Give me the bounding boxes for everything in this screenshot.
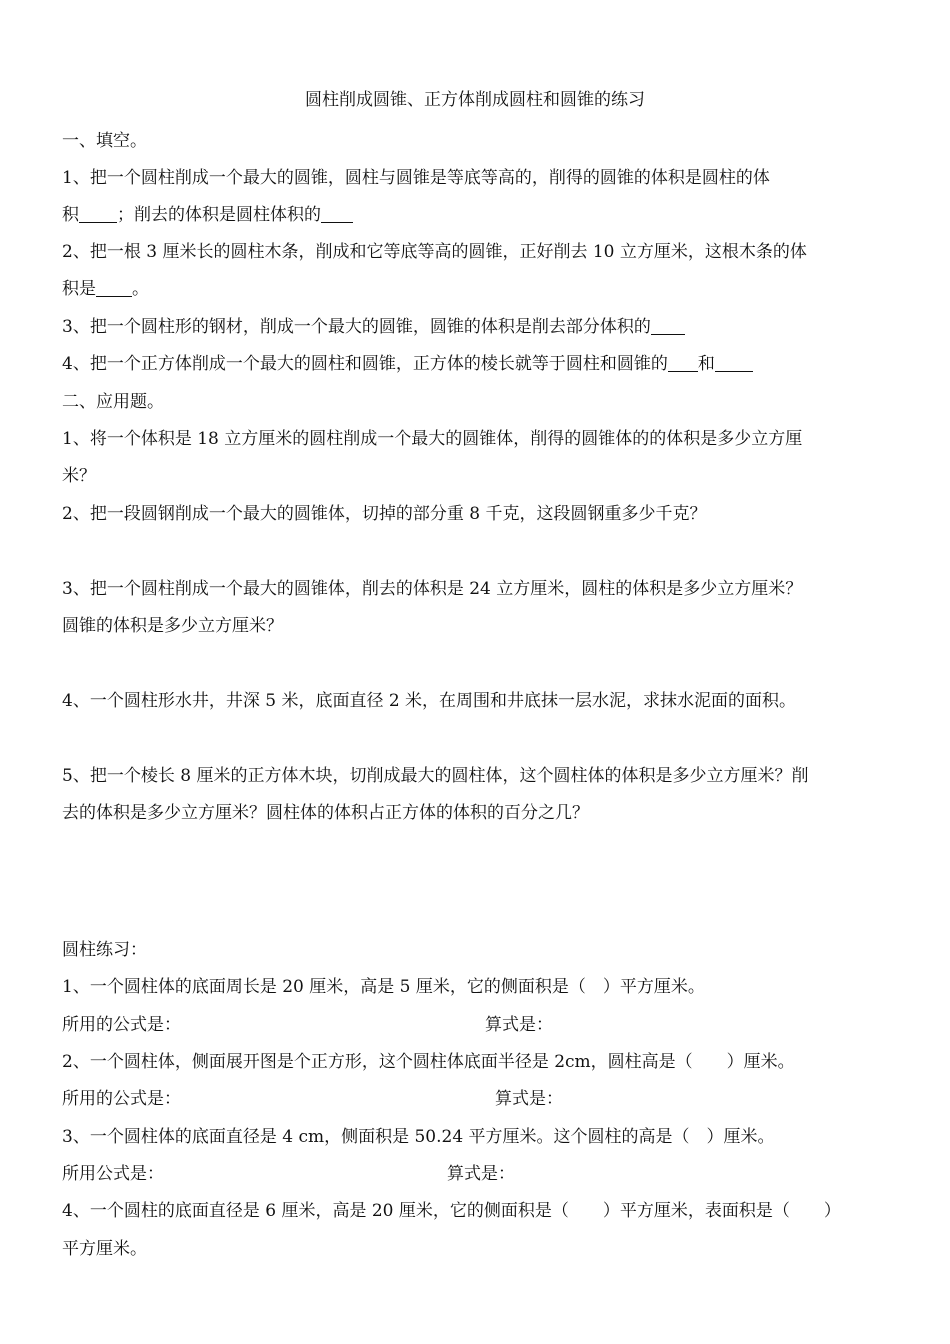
application-1-line-2: 米？ <box>62 466 96 486</box>
application-3-line-2: 圆锥的体积是多少立方厘米？ <box>62 616 283 636</box>
application-5-line-2: 去的体积是多少立方厘米？圆柱体的体积占正方体的体积的百分之几？ <box>62 803 589 823</box>
application-1-line-1: 1、将一个体积是 18 立方厘米的圆柱削成一个最大的圆锥体，削得的圆锥体的的体积是多少立方厘 <box>62 429 803 449</box>
equation-label: 算式是： <box>485 1015 553 1035</box>
answer-blank[interactable] <box>321 204 353 223</box>
section-heading-application: 二、应用题。 <box>62 392 164 412</box>
page-title: 圆柱削成圆锥、正方体削成圆柱和圆锥的练习 <box>305 90 645 110</box>
question-4-text-b: 和 <box>697 354 715 374</box>
question-1-text-b: ；削去的体积是圆柱体积的 <box>117 205 321 225</box>
question-2-text-b: 。 <box>132 279 149 299</box>
application-4: 4、一个圆柱形水井，井深 5 米，底面直径 2 米，在周围和井底抹一层水泥，求抹水泥面的面积。 <box>62 691 797 711</box>
formula-label: 所用的公式是： <box>62 1089 181 1109</box>
cylinder-question-1: 1、一个圆柱体的底面周长是 20 厘米，高是 5 厘米，它的侧面积是（ ）平方厘米。 <box>62 977 705 997</box>
application-2: 2、把一段圆钢削成一个最大的圆锥体，切掉的部分重 8 千克，这段圆钢重多少千克？ <box>62 504 707 524</box>
question-4-text-a: 4、把一个正方体削成一个最大的圆柱和圆锥，正方体的棱长就等于圆柱和圆锥的 <box>62 354 668 374</box>
question-2-line-1: 2、把一根 3 厘米长的圆柱木条，削成和它等底等高的圆锥，正好削去 10 立方厘米，这根木条的体 <box>62 242 807 262</box>
question-1-text-a: 积 <box>62 205 79 225</box>
section-heading-cylinder-practice: 圆柱练习： <box>62 940 147 960</box>
question-1-line-2 <box>62 203 353 227</box>
answer-blank[interactable] <box>79 204 117 223</box>
cylinder-question-4-line-2: 平方厘米。 <box>62 1239 147 1259</box>
formula-label: 所用公式是： <box>62 1164 164 1184</box>
answer-blank[interactable] <box>651 316 685 335</box>
formula-label: 所用的公式是： <box>62 1015 181 1035</box>
question-2-line-2 <box>62 277 149 301</box>
question-2-text-a: 积是 <box>62 279 96 299</box>
question-3 <box>62 315 685 339</box>
equation-label: 算式是： <box>495 1089 563 1109</box>
answer-blank[interactable] <box>715 353 753 372</box>
question-1-line-1: 1、把一个圆柱削成一个最大的圆锥，圆柱与圆锥是等底等高的，削得的圆锥的体积是圆柱的体 <box>62 168 770 188</box>
application-5-line-1: 5、把一个棱长 8 厘米的正方体木块，切削成最大的圆柱体，这个圆柱体的体积是多少立方厘米？削 <box>62 766 809 786</box>
answer-blank[interactable] <box>668 353 698 372</box>
question-4 <box>62 352 753 376</box>
cylinder-question-3: 3、一个圆柱体的底面直径是 4 cm，侧面积是 50.24 平方厘米。这个圆柱的高是（ ）厘米。 <box>62 1127 775 1147</box>
answer-blank[interactable] <box>96 278 132 297</box>
cylinder-question-2: 2、一个圆柱体，侧面展开图是个正方形，这个圆柱体底面半径是 2cm，圆柱高是（ ）厘米。 <box>62 1052 795 1072</box>
question-3-text: 3、把一个圆柱形的钢材，削成一个最大的圆锥，圆锥的体积是削去部分体积的 <box>62 317 651 337</box>
equation-label: 算式是： <box>447 1164 515 1184</box>
section-heading-fill: 一、填空。 <box>62 131 147 151</box>
cylinder-question-4-line-1: 4、一个圆柱的底面直径是 6 厘米，高是 20 厘米，它的侧面积是（ ）平方厘米，表面积是（ ） <box>62 1201 841 1221</box>
application-3-line-1: 3、把一个圆柱削成一个最大的圆锥体，削去的体积是 24 立方厘米，圆柱的体积是多少立方厘米？ <box>62 579 803 599</box>
